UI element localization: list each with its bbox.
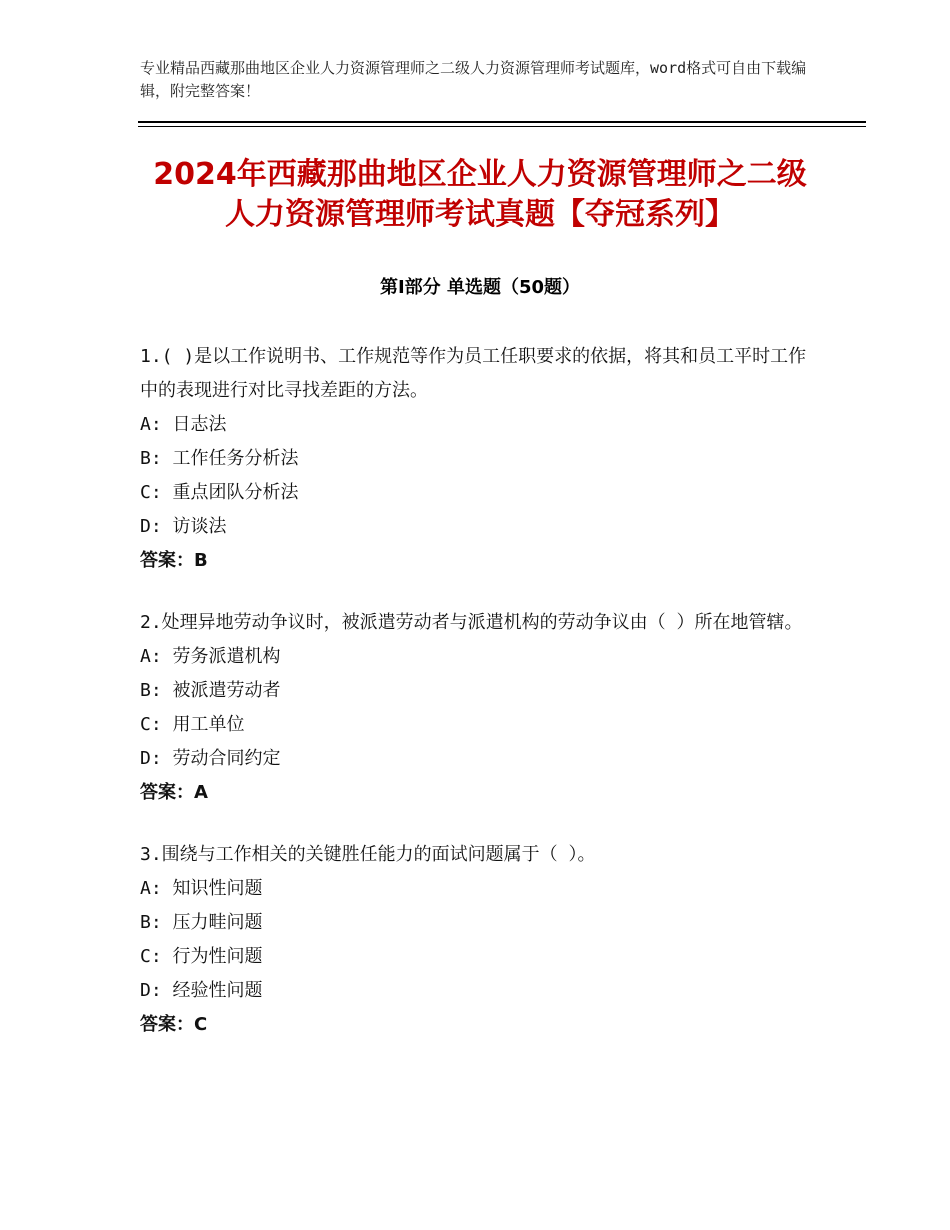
header-rule-thin	[138, 126, 866, 127]
question-1	[140, 340, 810, 578]
header-note: 专业精品西藏那曲地区企业人力资源管理师之二级人力资源管理师考试题库，word格式可自由下载编辑，附完整答案！	[140, 59, 807, 100]
option-b: B: 被派遣劳动者	[140, 680, 281, 701]
question-stem: 3.围绕与工作相关的关键胜任能力的面试问题属于（ ）。	[140, 844, 596, 865]
option-b: B: 压力畦问题	[140, 912, 263, 933]
question-stem: 2.处理异地劳动争议时，被派遣劳动者与派遣机构的劳动争议由（ ）所在地管辖。	[140, 612, 803, 633]
option-a: A: 劳务派遣机构	[140, 646, 281, 667]
option-c: C: 重点团队分析法	[140, 482, 299, 503]
header-rule-thick	[138, 121, 866, 123]
option-c: C: 行为性问题	[140, 946, 263, 967]
option-d: D: 访谈法	[140, 516, 227, 537]
option-b: B: 工作任务分析法	[140, 448, 299, 469]
option-d: D: 经验性问题	[140, 980, 263, 1001]
option-d: D: 劳动合同约定	[140, 748, 281, 769]
question-2	[140, 606, 810, 810]
question-stem: 1.( )是以工作说明书、工作规范等作为员工任职要求的依据，将其和员工平时工作中的表现进行对比寻找差距的方法。	[140, 346, 807, 401]
question-3	[140, 838, 810, 1042]
answer: 答案：B	[140, 550, 208, 571]
option-c: C: 用工单位	[140, 714, 245, 735]
option-a: A: 日志法	[140, 414, 227, 435]
document-title: 2024年西藏那曲地区企业人力资源管理师之二级人力资源管理师考试真题【夺冠系列】	[153, 157, 807, 232]
question-list	[140, 340, 810, 1070]
section-heading: 第Ⅰ部分 单选题（50题）	[379, 277, 580, 298]
answer: 答案：A	[140, 782, 208, 803]
option-a: A: 知识性问题	[140, 878, 263, 899]
answer: 答案：C	[140, 1014, 208, 1035]
